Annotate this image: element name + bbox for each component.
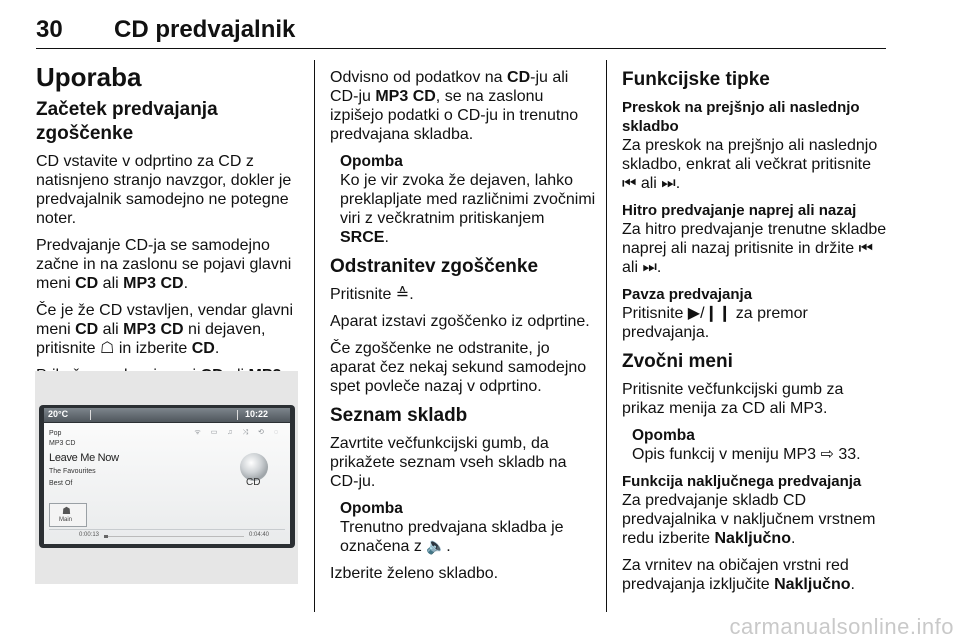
chapter-title: CD predvajalnik <box>114 16 296 43</box>
subsection-heading: Funkcijske tipke <box>622 69 770 90</box>
paragraph: Za vrnitev na običajen vrstni red predvajanja izključite Naključno. <box>622 557 855 593</box>
paragraph: Odvisno od podatkov na CD-ju ali CD-ju MP3 CD, se na zaslonu izpišejo podatki o CD-ju in trenutno predvajana skladba. <box>330 69 579 143</box>
progress-fill <box>104 535 108 538</box>
column-right <box>622 68 888 602</box>
column-divider <box>314 60 315 612</box>
person-icon: ☗ <box>62 506 71 517</box>
paragraph: Če zgoščenke ne odstranite, jo aparat čez nekaj sekund samodejno spet povleče nazaj v odprtino. <box>330 340 587 395</box>
minor-heading: Preskok na prejšnjo ali naslednjo skladbo <box>622 99 860 135</box>
note-title: Opomba <box>340 500 403 517</box>
now-playing-panel <box>44 423 290 544</box>
page-number: 30 <box>36 16 63 43</box>
progress-bar <box>49 529 285 540</box>
paragraph: Izberite želeno skladbo. <box>330 565 499 582</box>
main-button[interactable]: ☗ Main <box>49 503 87 527</box>
subsection-heading: Začetek predvajanja zgoščenke <box>36 99 218 144</box>
note-title: Opomba <box>340 153 403 170</box>
paragraph: Če je že CD vstavljen, vendar glavni meni CD ali MP3 CD ni dejaven, pritisnite ☖ in izberite CD. <box>36 302 294 357</box>
screen-top-bar <box>44 408 290 422</box>
column-divider <box>606 60 607 612</box>
minor-heading: Pavza predvajanja <box>622 286 753 303</box>
track-title: Leave Me Now <box>49 452 119 464</box>
column-middle <box>330 68 596 591</box>
note-box: Opomba Ko je vir zvoka že dejaven, lahko preklapljate med različnimi zvočnimi viri z večkratnim pritiskanjem SRCE. <box>340 153 596 246</box>
status-icons: ᯤ ▭ ♫ ⤨ ⟲ ◌ <box>194 429 282 436</box>
subsection-heading: Odstranitev zgoščenke <box>330 256 539 277</box>
paragraph: Predvajanje CD-ja se samodejno začne in na zaslonu se pojavi glavni meni CD ali MP3 CD. <box>36 237 292 292</box>
paragraph: CD vstavite v odprtino za CD z natisnjeno stranjo navzgor, dokler je predvajalnik samodejno ne potegne noter. <box>36 153 292 227</box>
clock-readout: 10:22 <box>244 409 268 419</box>
note-box: Opomba Trenutno predvajana skladba je označena z 🔈. <box>340 499 596 556</box>
watermark: carmanualsonline.info <box>729 614 954 639</box>
paragraph: Pritisnite večfunkcijski gumb za prikaz menija za CD ali MP3. <box>622 381 844 417</box>
paragraph: Za preskok na prejšnjo ali naslednjo skladbo, enkrat ali večkrat pritisnite ⏮ ali ⏭. <box>622 137 878 192</box>
home-icon: ☖ <box>100 340 115 357</box>
minor-heading: Funkcija naključnega predvajanja <box>622 473 862 490</box>
paragraph: Pritisnite ≙. <box>330 286 414 303</box>
paragraph: Zavrtite večfunkcijski gumb, da prikažete seznam vseh skladb na CD-ju. <box>330 435 567 490</box>
album-text: The Favourites <box>49 468 96 475</box>
display-screen <box>39 405 295 548</box>
total-time: 0:04:40 <box>249 532 270 538</box>
paragraph: Pritisnite ▶/❙❙ za premor predvajanja. <box>622 305 808 341</box>
artist-text: Best Of <box>49 480 73 487</box>
paragraph: Aparat izstavi zgoščenko iz odprtine. <box>330 313 590 330</box>
disc-label: CD <box>246 477 261 488</box>
cd-player-screen-image <box>35 371 298 584</box>
genre-text: Pop <box>49 430 62 437</box>
subsection-heading: Zvočni meni <box>622 351 733 372</box>
source-text: MP3 CD <box>49 440 76 447</box>
note-title: Opomba <box>632 427 695 444</box>
subsection-heading: Seznam skladb <box>330 405 468 426</box>
page-header <box>36 14 886 49</box>
column-left <box>36 62 298 412</box>
paragraph: Za predvajanje skladb CD predvajalnika v naključnem vrstnem redu izberite Naključno. <box>622 492 876 547</box>
paragraph: Za hitro predvajanje trenutne skladbe naprej ali nazaj pritisnite in držite ⏮ ali ⏭. <box>622 221 887 276</box>
minor-heading: Hitro predvajanje naprej ali nazaj <box>622 202 857 219</box>
temperature-readout: 20°C <box>48 409 69 419</box>
section-heading: Uporaba <box>36 62 142 92</box>
elapsed-time: 0:00:13 <box>79 532 100 538</box>
note-box: Opomba Opis funkcij v meniju MP3 ⇨ 33. <box>632 426 888 464</box>
